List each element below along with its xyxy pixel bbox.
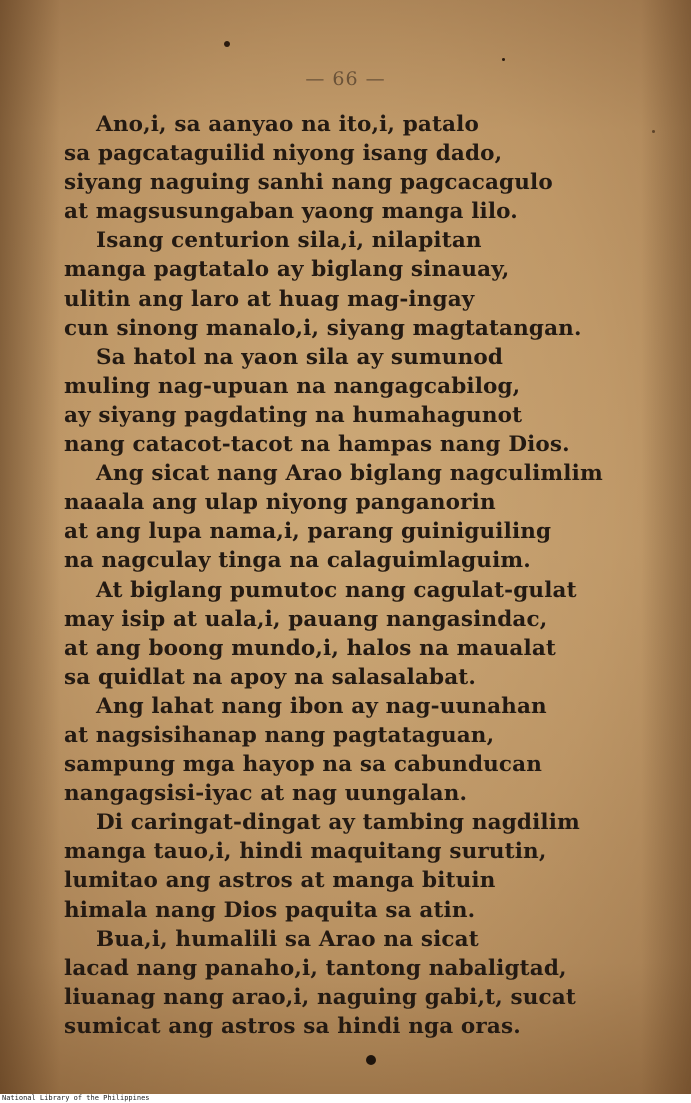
ink-speck: [502, 58, 505, 61]
poem-line: liuanag nang arao,i, naguing gabi,t, sucat: [64, 984, 576, 1010]
poem-line: siyang naguing sanhi nang pagcacagulo: [64, 170, 553, 196]
poem-line: manga tauo,i, hindi maquitang surutin,: [64, 839, 547, 865]
library-credit: National Library of the Philippines: [2, 1094, 150, 1102]
poem-line: ulitin ang laro at huag mag-ingay: [64, 286, 475, 312]
poem-body: [64, 110, 664, 1041]
end-ornament-dot: [366, 1055, 376, 1065]
poem-line: lumitao ang astros at manga bituin: [64, 868, 496, 894]
poem-line: sa quidlat na apoy na salasalabat.: [64, 664, 477, 690]
poem-line: Ano,i, sa aanyao na ito,i, patalo: [96, 112, 479, 137]
poem-line: lacad nang panaho,i, tantong nabaligtad,: [64, 955, 567, 981]
poem-line: Ang lahat nang ibon ay nag-uunahan: [96, 693, 547, 719]
poem-line: sumicat ang astros sa hindi nga oras.: [64, 1013, 521, 1039]
ink-speck: [224, 41, 230, 47]
poem-line: at magsusungaban yaong manga lilo.: [64, 199, 518, 225]
poem-line: sampung mga hayop na sa cabunducan: [64, 752, 543, 778]
poem-line: at ang boong mundo,i, halos na maualat: [64, 635, 556, 661]
poem-line: Ang sicat nang Arao biglang nagculimlim: [96, 461, 603, 487]
poem-line: nang catacot-tacot na hampas nang Dios.: [64, 432, 570, 458]
poem-line: at nagsisihanap nang pagtataguan,: [64, 722, 495, 748]
poem-line: manga pagtatalo ay biglang sinauay,: [64, 257, 510, 283]
poem-line: cun sinong manalo,i, siyang magtatangan.: [64, 315, 582, 341]
poem-line: Di caringat-dingat ay tambing nagdilim: [96, 810, 580, 836]
poem-line: nangagsisi-iyac at nag uungalan.: [64, 781, 468, 807]
poem-line: sa pagcataguilid niyong isang dado,: [64, 141, 503, 167]
poem-line: Sa hatol na yaon sila ay sumunod: [96, 344, 504, 370]
poem-line: At biglang pumutoc nang cagulat-gulat: [96, 577, 577, 603]
poem-line: muling nag-upuan na nangagcabilog,: [64, 373, 521, 399]
poem-line: na nagculay tinga na calaguimlaguim.: [64, 548, 531, 574]
poem-line: ay siyang pagdating na humahagunot: [64, 402, 523, 428]
poem-line: himala nang Dios paquita sa atin.: [64, 897, 476, 923]
poem-line: Bua,i, humalili sa Arao na sicat: [96, 926, 479, 952]
page-number: — 66 —: [305, 68, 386, 90]
poem-line: naaala ang ulap niyong panganorin: [64, 490, 496, 516]
poem-line: Isang centurion sila,i, nilapitan: [96, 228, 482, 254]
poem-line: at ang lupa nama,i, parang guiniguiling: [64, 519, 552, 545]
poem-line: may isip at uala,i, pauang nangasindac,: [64, 606, 548, 632]
